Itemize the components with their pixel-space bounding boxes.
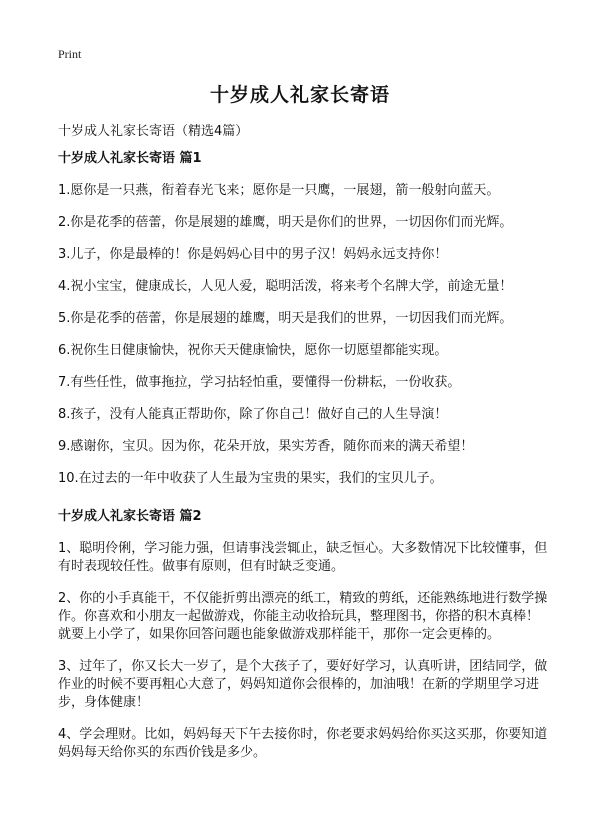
print-label[interactable]: Print	[58, 47, 82, 61]
list-item: 4、学会理财。比如，妈妈每天下午去接你时，你老要求妈妈给你买这买那，你要知道妈妈每天给你买的东西价钱是多少。	[58, 727, 548, 760]
section-2	[58, 508, 550, 762]
document-content	[58, 150, 550, 776]
list-item: 10.在过去的一年中收获了人生最为宝贵的果实，我们的宝贝儿子。	[58, 471, 443, 486]
list-item: 9.感谢你，宝贝。因为你，花朵开放，果实芳香，随你而来的满天希望！	[58, 439, 474, 454]
list-item: 8.孩子，没有人能真正帮助你，除了你自己！做好自己的人生导演！	[58, 407, 448, 422]
list-item: 3、过年了，你又长大一岁了，是个大孩子了，要好好学习，认真听讲，团结同学，做作业的时候不要再粗心大意了，妈妈知道你会很棒的，加油哦！在新的学期里学习进步，身体健康！	[58, 659, 548, 710]
section-heading: 十岁成人礼家长寄语 篇1	[58, 151, 202, 166]
section-heading: 十岁成人礼家长寄语 篇2	[58, 509, 202, 524]
list-item: 4.祝小宝宝，健康成长，人见人爱，聪明活泼，将来考个名牌大学，前途无量！	[58, 279, 513, 294]
section-1	[58, 150, 550, 502]
list-item: 3.儿子，你是最棒的！你是妈妈心目中的男子汉！妈妈永远支持你！	[58, 247, 448, 262]
page-subtitle: 十岁成人礼家长寄语（精选4篇）	[58, 124, 249, 139]
list-item: 1、聪明伶俐，学习能力强，但请事浅尝辄止，缺乏恒心。大多数情况下比较懂事，但有时表现较任性。做事有原则，但有时缺乏变通。	[58, 541, 548, 574]
list-item: 1.愿你是一只燕，衔着春光飞来；愿你是一只鹰，一展翅，箭一般射向蓝天。	[58, 183, 500, 198]
list-item: 5.你是花季的蓓蕾，你是展翅的雄鹰，明天是我们的世界，一切因我们而光辉。	[58, 311, 513, 326]
list-item: 7.有些任性，做事拖拉，学习拈轻怕重，要懂得一份耕耘，一份收获。	[58, 375, 461, 390]
page-title: 十岁成人礼家长寄语	[209, 84, 390, 106]
list-item: 2.你是花季的蓓蕾，你是展翅的雄鹰，明天是你们的世界，一切因你们而光辉。	[58, 215, 513, 230]
list-item: 2、你的小手真能干，不仅能折剪出漂亮的纸工，精致的剪纸，还能熟练地进行数学操作。你喜欢和小朋友一起做游戏，你能主动收拾玩具，整理图书，你搭的积木真棒！就要上小学了，如果你回答问题也能象做游戏那样能干，那你一定会更棒的。	[58, 591, 548, 642]
list-item: 6.祝你生日健康愉快，祝你天天健康愉快，愿你一切愿望都能实现。	[58, 343, 448, 358]
wish-list	[58, 182, 550, 502]
paragraph-list	[58, 540, 550, 762]
